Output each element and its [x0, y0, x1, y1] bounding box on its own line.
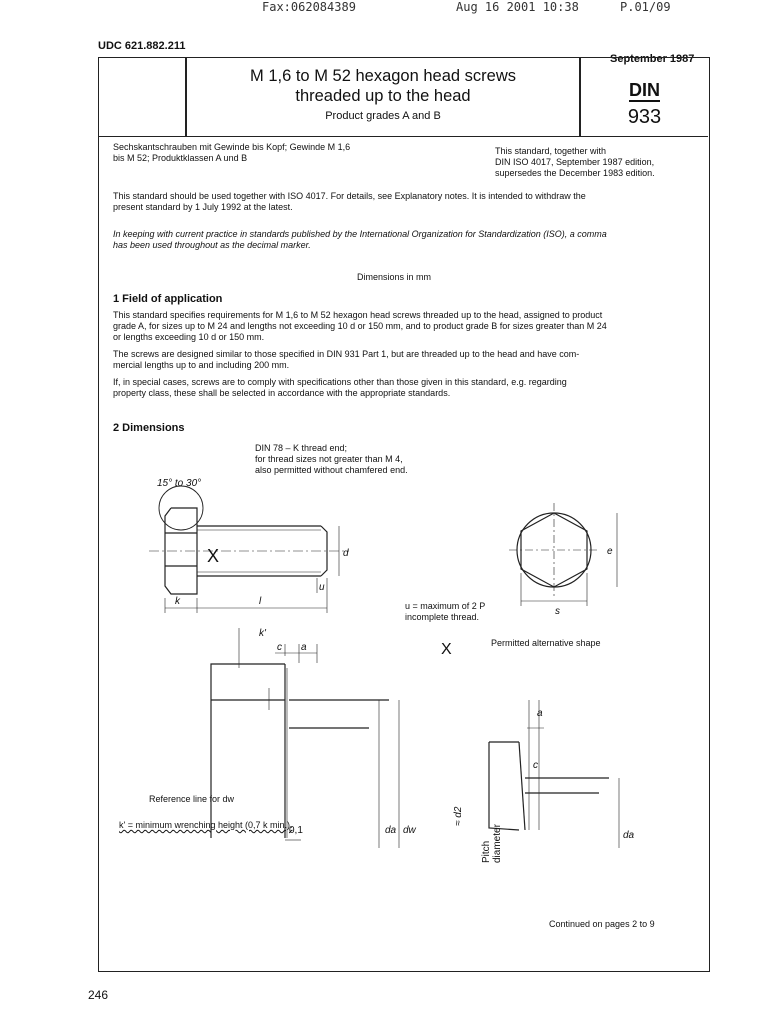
din-label: DIN — [629, 80, 660, 100]
din-number: 933 — [627, 106, 662, 128]
document-subtitle: Product grades A and B — [325, 110, 441, 122]
dim-s: s — [555, 606, 560, 617]
dim-a: a — [301, 642, 307, 653]
section-1-paragraph-1: This standard specifies requirements for M 1,6 to M 52 hexagon head screws threaded up to the head, assigned to product grade A, for sizes up to M 24 and lengths not exceeding 10 d or 150 mm, and to product grade B for sizes greater than M 24 or lengths exceeding 10 d or 150 mm. — [113, 310, 607, 342]
detail-x-title: X — [441, 641, 452, 658]
screw-side-view — [149, 486, 349, 613]
page-number: 246 — [88, 988, 109, 1002]
dim-a-alt: a — [537, 708, 543, 719]
u-note: u = maximum of 2 P incomplete thread. — [405, 601, 486, 622]
pitch-label: Pitch — [481, 840, 492, 863]
document-frame — [98, 57, 710, 972]
section-1-paragraph-3: If, in special cases, screws are to comply with specifications other than those given in this standard, e.g. regarding property class, these shall be selected in accordance with the appropriate standards. — [113, 377, 567, 398]
supersede-note: This standard, together with DIN ISO 4017, September 1987 edition, supersedes the December 1983 edition. — [495, 146, 655, 178]
document-title: M 1,6 to M 52 hexagon head screws threaded up to the head — [250, 67, 516, 105]
publication-date: September 1987 — [610, 53, 695, 65]
reference-line-label: Reference line for dw — [149, 794, 235, 804]
dim-c-alt: c — [533, 760, 538, 771]
screw-drawings — [99, 438, 708, 938]
dim-c: c — [277, 642, 282, 653]
continued-note: Continued on pages 2 to 9 — [549, 919, 655, 929]
detail-x-view — [211, 628, 399, 848]
dim-da-alt: da — [623, 830, 635, 841]
fax-number: Fax:062084389 — [262, 0, 356, 14]
dim-k: k — [175, 596, 180, 607]
title-block — [99, 58, 708, 137]
section-1-heading: 1 Field of application — [113, 293, 223, 305]
dim-u: u — [319, 582, 325, 593]
dim-l: l — [259, 596, 262, 607]
dim-d2: ≈ d2 — [453, 806, 464, 826]
dim-kprime: k' — [259, 628, 266, 639]
usage-paragraph: This standard should be used together with ISO 4017. For details, see Explanatory notes. It is intended to withdraw the present standard by 1 July 1992 at the latest. — [113, 191, 586, 212]
udc-code: UDC 621.882.211 — [98, 40, 186, 52]
detail-x-marker: X — [207, 546, 220, 566]
fax-datetime: Aug 16 2001 10:38 — [456, 0, 579, 14]
dim-d: d — [343, 548, 349, 559]
diameter-label: diameter — [492, 824, 503, 863]
dim-01: 0,1 — [289, 825, 303, 836]
alternative-shape-view — [489, 700, 619, 848]
fax-page: P.01/09 — [620, 0, 671, 14]
dim-dw: dw — [403, 825, 416, 836]
angle-label: 15° to 30° — [157, 478, 202, 489]
kprime-note: k' = minimum wrenching height (0,7 k min.). — [119, 820, 293, 830]
section-2-heading: 2 Dimensions — [113, 422, 185, 434]
dim-da: da — [385, 825, 397, 836]
section-1-paragraph-2: The screws are designed similar to those specified in DIN 931 Part 1, but are threaded up to the head and have com- mercial lengths up to and including 200 mm. — [113, 349, 580, 370]
alternative-shape-label: Permitted alternative shape — [491, 638, 601, 648]
decimal-marker-note: In keeping with current practice in standards published by the International Organization for Standardization (ISO), a comma has been used throughout as the decimal marker. — [113, 229, 607, 250]
screw-end-view — [509, 503, 617, 606]
din78-note: DIN 78 – K thread end; for thread sizes not greater than M 4, also permitted without chamfered end. — [255, 443, 408, 475]
dimensions-note: Dimensions in mm — [357, 272, 432, 282]
german-title: Sechskantschrauben mit Gewinde bis Kopf; Gewinde M 1,6 bis M 52; Produktklassen A und B — [113, 142, 351, 163]
dim-e: e — [607, 546, 613, 557]
